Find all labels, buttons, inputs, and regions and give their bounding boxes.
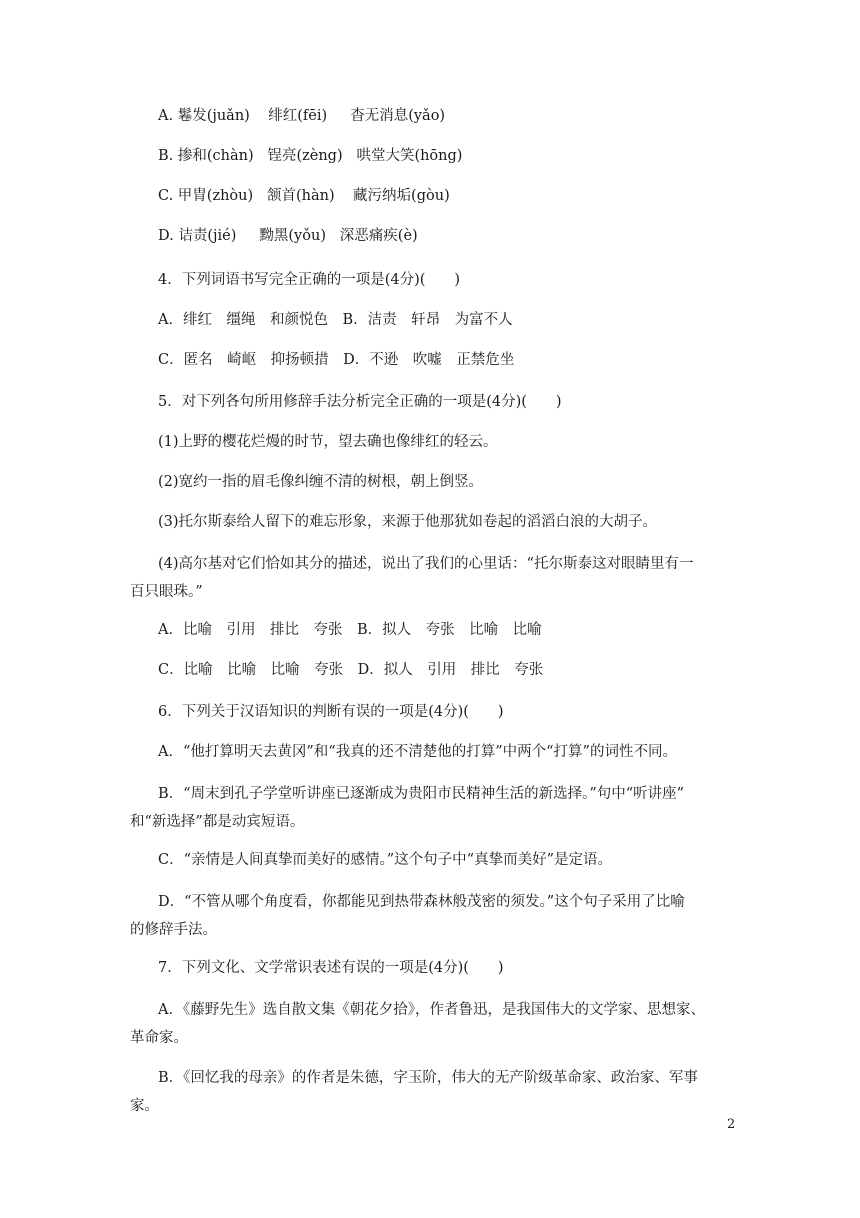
q3-option-d: D. 诘责(jié) 黝黑(yǒu) 深恶痛疾(è)	[158, 228, 418, 244]
q5-options-ab: A．比喻 引用 排比 夸张 B．拟人 夸张 比喻 比喻	[158, 622, 542, 638]
q5-sentence-3: (3)托尔斯泰给人留下的难忘形象，来源于他那犹如卷起的滔滔白浪的大胡子。	[158, 514, 658, 530]
q7-stem: 7．下列文化、文学常识表述有误的一项是(4分)( )	[158, 960, 504, 976]
q6-option-d-line-1: D．“不管从哪个角度看，你都能见到热带森林般茂密的须发。”这个句子采用了比喻	[158, 894, 685, 910]
q7-option-b-line-1: B．《回忆我的母亲》的作者是朱德，字玉阶，伟大的无产阶级革命家、政治家、军事	[158, 1070, 698, 1086]
q7-option-b-line-2: 家。	[130, 1098, 159, 1114]
q7-option-a	[130, 996, 736, 1052]
q4-stem: 4．下列词语书写完全正确的一项是(4分)( )	[158, 272, 461, 288]
page-number: 2	[727, 1117, 736, 1132]
q6-option-b-line-1: B．“周末到孔子学堂听讲座已逐渐成为贵阳市民精神生活的新选择。”句中“听讲座”	[158, 786, 685, 802]
q7-option-a-line-2: 革命家。	[130, 1030, 188, 1046]
q4-options-ab: A．绯红 缰绳 和颜悦色 B．洁责 轩昂 为富不人	[158, 312, 513, 328]
q6-option-d-line-2: 的修辞手法。	[130, 922, 217, 938]
q4-options-cd: C．匿名 崎岖 抑扬顿措 D．不逊 吹嘘 正禁危坐	[158, 352, 515, 368]
q5-sentence-4-line-1: (4)高尔基对它们恰如其分的描述，说出了我们的心里话：“托尔斯泰这对眼睛里有一	[158, 556, 694, 572]
q7-option-a-line-1: A．《藤野先生》选自散文集《朝花夕拾》，作者鲁迅，是我国伟大的文学家、思想家、	[158, 1002, 705, 1018]
q6-option-c: C．“亲情是人间真挚而美好的感情。”这个句子中“真挚而美好”是定语。	[158, 852, 612, 868]
q6-option-d	[130, 888, 736, 944]
q5-options-cd: C．比喻 比喻 比喻 夸张 D．拟人 引用 排比 夸张	[158, 662, 544, 678]
q6-option-a: A．“他打算明天去黄冈”和“我真的还不清楚他的打算”中两个“打算”的词性不同。	[158, 744, 677, 760]
q3-option-b: B. 掺和(chàn) 锃亮(zèng) 哄堂大笑(hōng)	[158, 148, 463, 164]
q7-option-b	[130, 1064, 736, 1120]
q5-stem: 5．对下列各句所用修辞手法分析完全正确的一项是(4分)( )	[158, 394, 562, 410]
q5-sentence-2: (2)宽约一指的眉毛像纠缠不清的树根，朝上倒竖。	[158, 474, 484, 490]
q3-option-a: A. 鬈发(juǎn) 绯红(fēi) 杳无消息(yǎo)	[158, 108, 446, 124]
q5-sentence-4	[130, 550, 736, 606]
q6-stem: 6．下列关于汉语知识的判断有误的一项是(4分)( )	[158, 704, 504, 720]
q6-option-b	[130, 780, 736, 836]
q5-sentence-4-line-2: 百只眼珠。”	[130, 584, 203, 600]
q6-option-b-line-2: 和“新选择”都是动宾短语。	[130, 814, 305, 830]
q3-option-c: C. 甲胄(zhòu) 颔首(hàn) 藏污纳垢(gòu)	[158, 188, 450, 204]
q5-sentence-1: (1)上野的樱花烂熳的时节，望去确也像绯红的轻云。	[158, 434, 498, 450]
